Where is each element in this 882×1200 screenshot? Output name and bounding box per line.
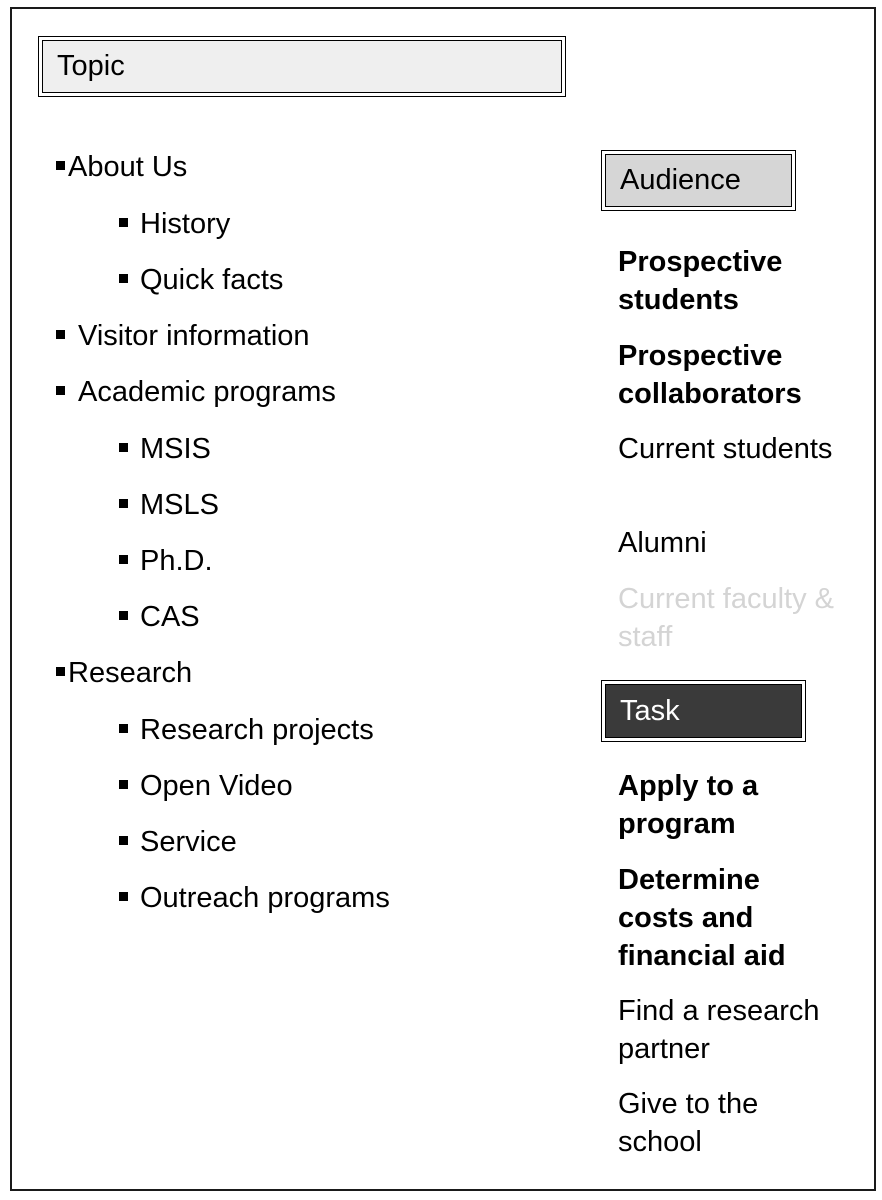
square-bullet-icon [119, 443, 128, 452]
topic-item-label: Visitor information [78, 320, 310, 352]
audience-item-current-students: Current students [618, 433, 833, 465]
topic-item-visitor-information [56, 322, 310, 351]
square-bullet-icon [119, 780, 128, 789]
topic-item-label: Academic programs [78, 376, 336, 408]
audience-item-prospective-students: Prospective students [618, 246, 783, 316]
topic-item-label: Research [68, 657, 193, 689]
square-bullet-icon [56, 330, 65, 339]
topic-item-label: About Us [68, 151, 188, 183]
topic-item-label: History [140, 208, 231, 240]
square-bullet-icon [119, 274, 128, 283]
square-bullet-icon [119, 555, 128, 564]
topic-item-msls [119, 491, 219, 520]
task-header: Task [605, 684, 802, 738]
topic-item-phd [119, 547, 213, 576]
topic-header-box [38, 36, 566, 97]
topic-item-label: Quick facts [140, 264, 284, 296]
topic-item-label: Open Video [140, 770, 293, 802]
topic-item-label: CAS [140, 601, 200, 633]
topic-item-history [119, 210, 230, 239]
topic-item-label: Research projects [140, 714, 374, 746]
square-bullet-icon [56, 667, 65, 676]
topic-item-label: MSLS [140, 489, 219, 521]
topic-item-open-video [119, 772, 293, 801]
topic-item-about-us [56, 153, 187, 182]
topic-item-msis [119, 435, 211, 464]
square-bullet-icon [56, 386, 65, 395]
topic-item-label: Service [140, 826, 237, 858]
task-item-apply-to-program: Apply to a program [618, 770, 759, 840]
topic-item-label: Outreach programs [140, 882, 390, 914]
topic-item-label: MSIS [140, 433, 211, 465]
task-header-box [601, 680, 806, 742]
square-bullet-icon [119, 836, 128, 845]
audience-item-alumni: Alumni [618, 527, 707, 559]
task-item-give-to-school: Give to the school [618, 1088, 759, 1158]
topic-header: Topic [42, 40, 562, 93]
audience-item-prospective-collaborators: Prospective collaborators [618, 340, 802, 410]
topic-item-academic-programs [56, 378, 336, 407]
topic-item-label: Ph.D. [140, 545, 213, 577]
audience-header-box [601, 150, 796, 211]
topic-item-cas [119, 603, 200, 632]
topic-item-service [119, 828, 237, 857]
topic-item-outreach-programs [119, 884, 390, 913]
audience-header: Audience [605, 154, 792, 207]
square-bullet-icon [119, 499, 128, 508]
square-bullet-icon [56, 161, 65, 170]
topic-item-quick-facts [119, 266, 283, 295]
square-bullet-icon [119, 218, 128, 227]
topic-item-research-projects [119, 716, 374, 745]
topic-item-research [56, 659, 192, 688]
audience-item-current-faculty-staff: Current faculty & staff [618, 583, 834, 653]
square-bullet-icon [119, 724, 128, 733]
square-bullet-icon [119, 611, 128, 620]
task-item-determine-costs: Determine costs and financial aid [618, 864, 786, 972]
task-item-find-research-partner: Find a research partner [618, 995, 820, 1065]
square-bullet-icon [119, 892, 128, 901]
